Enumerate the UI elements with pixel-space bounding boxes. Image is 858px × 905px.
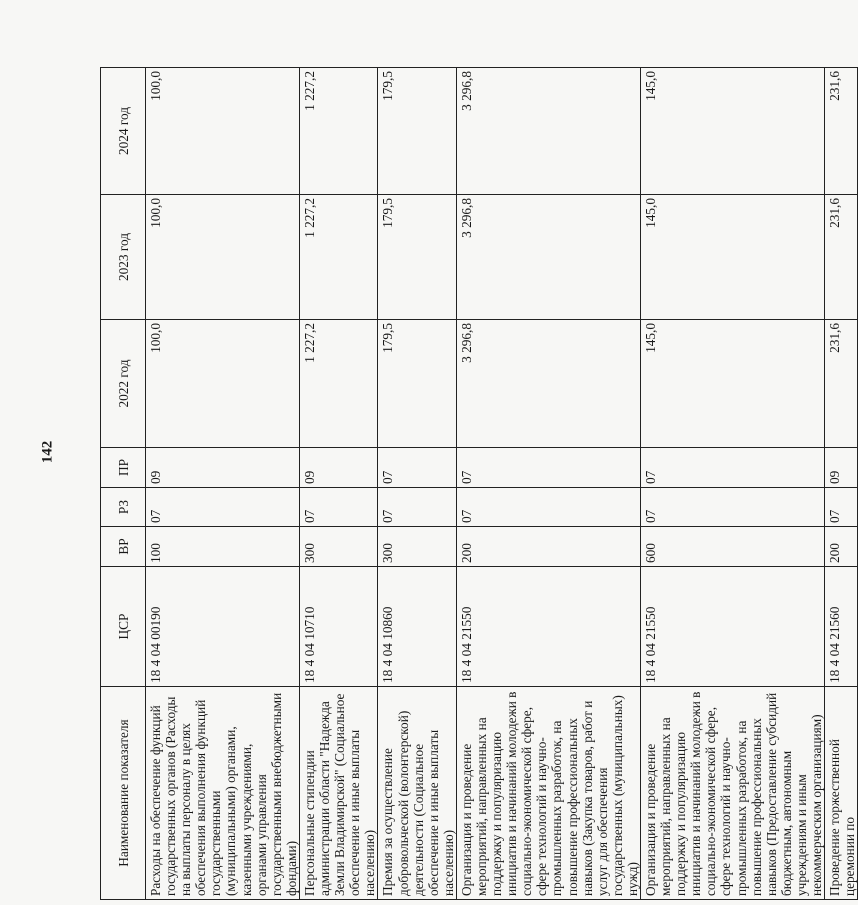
row-vr: 300 (299, 527, 377, 567)
header-vr: ВР (101, 527, 146, 567)
row-2022: 145,0 (641, 320, 825, 448)
row-csr: 18 4 04 21550 (641, 567, 825, 687)
row-2024: 100,0 (146, 68, 300, 195)
row-rz: 07 (299, 488, 377, 527)
header-2023: 2023 год (101, 195, 146, 320)
page-number: 142 (39, 440, 56, 464)
row-rz: 07 (641, 488, 825, 527)
row-name: Расходы на обеспечение функций государственных органов (Расходы на выплаты персоналу в целях обеспечения выполнения функций государственными (муниципальными) органами, казенными учреждениями, органами управления государственными внебюджетными фондами) (146, 687, 300, 900)
header-csr: ЦСР (101, 567, 146, 687)
row-name: Премия за осуществление добровольческой (волонтерской) деятельности (Социальное обеспечение и иные выплаты населению) (378, 687, 456, 900)
table-header-row (101, 68, 146, 900)
row-pr: 09 (299, 448, 377, 488)
row-vr: 100 (146, 527, 300, 567)
row-2022: 1 227,2 (299, 320, 377, 448)
table-row (146, 68, 300, 900)
row-name: Проведение торжественной церемонии по (825, 687, 858, 900)
table-row (456, 68, 640, 900)
table-row (378, 68, 456, 900)
row-2024: 1 227,2 (299, 68, 377, 195)
row-rz: 07 (146, 488, 300, 527)
row-csr: 18 4 04 21560 (825, 567, 858, 687)
row-pr: 07 (456, 448, 640, 488)
row-csr: 18 4 04 10860 (378, 567, 456, 687)
row-2024: 3 296,8 (456, 68, 640, 195)
row-vr: 200 (825, 527, 858, 567)
row-vr: 600 (641, 527, 825, 567)
table-row (641, 68, 825, 900)
row-vr: 300 (378, 527, 456, 567)
row-pr: 07 (378, 448, 456, 488)
table-row (299, 68, 377, 900)
row-2024: 145,0 (641, 68, 825, 195)
row-2023: 3 296,8 (456, 195, 640, 320)
row-pr: 09 (146, 448, 300, 488)
row-rz: 07 (456, 488, 640, 527)
row-csr: 18 4 04 21550 (456, 567, 640, 687)
row-name: Организация и проведение мероприятий, направленных на поддержку и популяризацию инициатив и начинаний молодежи в социально-экономической сфере, сфере технологий и научно-промышленных разработок, на повышение профессиональных навыков (Закупка товаров, работ и услуг для обеспечения государственных (муниципальных) нужд) (456, 687, 640, 900)
header-pr: ПР (101, 448, 146, 488)
row-rz: 07 (825, 488, 858, 527)
header-name: Наименование показателя (101, 687, 146, 900)
row-2022: 100,0 (146, 320, 300, 448)
budget-table (100, 67, 858, 900)
table-row (825, 68, 858, 900)
row-2023: 179,5 (378, 195, 456, 320)
row-pr: 07 (641, 448, 825, 488)
rotated-table-container (100, 68, 858, 900)
row-csr: 18 4 04 00190 (146, 567, 300, 687)
row-vr: 200 (456, 527, 640, 567)
row-pr: 09 (825, 448, 858, 488)
row-name: Организация и проведение мероприятий, направленных на поддержку и популяризацию инициатив и начинаний молодежи в социально-экономической сфере, сфере технологий и научно-промышленных разработок, на повышение профессиональных навыков (Предоставление субсидий бюджетным, автономным учреждениям и иным некоммерческим организациям) (641, 687, 825, 900)
row-2022: 3 296,8 (456, 320, 640, 448)
row-2023: 145,0 (641, 195, 825, 320)
row-2023: 1 227,2 (299, 195, 377, 320)
row-csr: 18 4 04 10710 (299, 567, 377, 687)
header-2024: 2024 год (101, 68, 146, 195)
row-2022: 231,6 (825, 320, 858, 448)
row-rz: 07 (378, 488, 456, 527)
row-name: Персональные стипендии администрации области "Надежда Земли Владимирской" (Социальное обеспечение и иные выплаты населению) (299, 687, 377, 900)
header-rz: РЗ (101, 488, 146, 527)
row-2023: 100,0 (146, 195, 300, 320)
row-2024: 231,6 (825, 68, 858, 195)
header-2022: 2022 год (101, 320, 146, 448)
row-2023: 231,6 (825, 195, 858, 320)
row-2024: 179,5 (378, 68, 456, 195)
row-2022: 179,5 (378, 320, 456, 448)
